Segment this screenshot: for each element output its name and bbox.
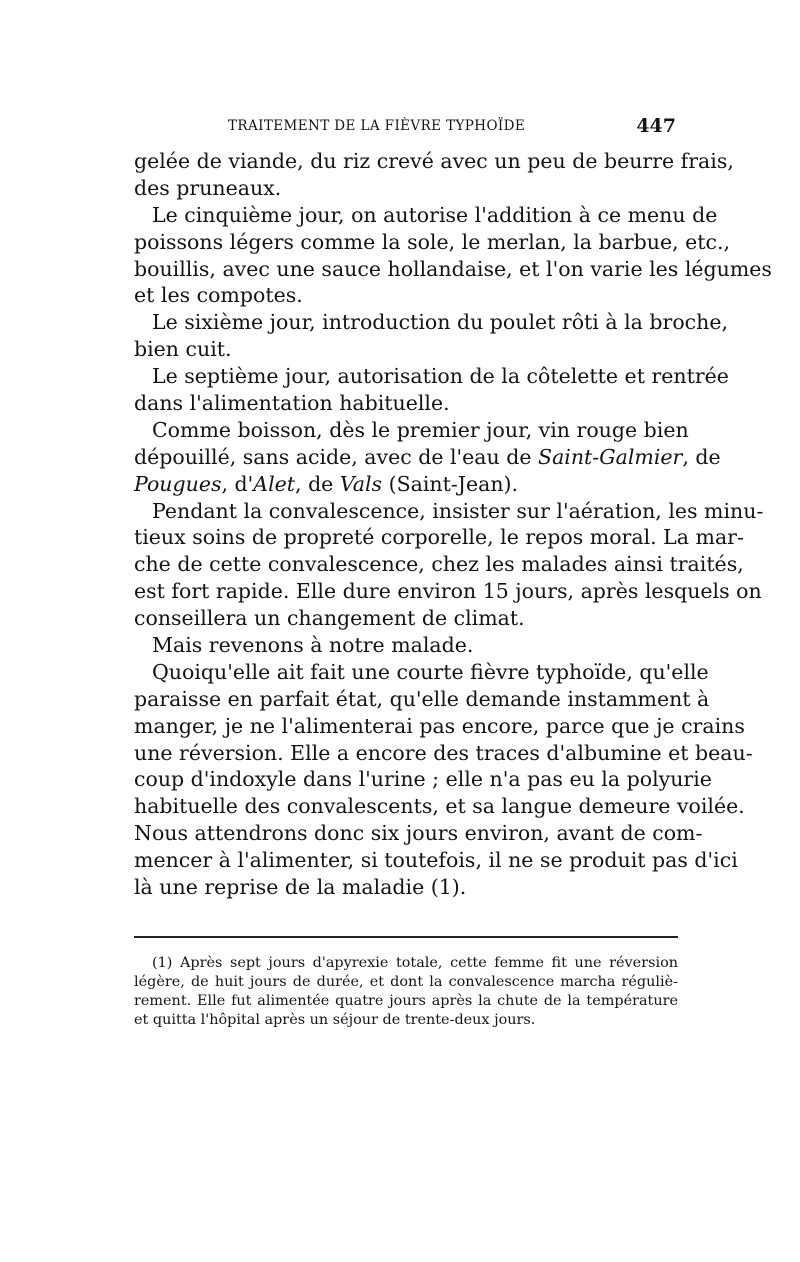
page-header (134, 116, 678, 140)
text-line: paraisse en parfait état, qu'elle demande instamment à (134, 686, 710, 711)
text-line: Le septième jour, autorisation de la côtelette et rentrée (152, 364, 729, 389)
text-line: mencer à l'alimenter, si toutefois, il ne se produit pas d'ici (134, 848, 738, 873)
text-line: est fort rapide. Elle dure environ 15 jours, après lesquels on (134, 579, 762, 604)
text-line: là une reprise de la maladie (1). (134, 875, 467, 900)
text-line: une réversion. Elle a encore des traces d'albumine et beau- (134, 740, 753, 765)
footnote-line: et quitta l'hôpital après un séjour de trente-deux jours. (134, 1012, 536, 1028)
place-name-saint-galmier: Saint-Galmier (538, 444, 683, 469)
text-line: Quoiqu'elle ait fait une courte fièvre typhoïde, qu'elle (152, 659, 709, 684)
place-name-vals: Vals (339, 471, 383, 496)
text-line: Nous attendrons donc six jours environ, avant de com- (134, 821, 703, 846)
text-line: bien cuit. (134, 337, 232, 362)
footnote (134, 954, 678, 1030)
text-line: et les compotes. (134, 283, 303, 308)
footnote-line: (1) Après sept jours d'apyrexie totale, cette femme fit une réversion (152, 955, 678, 971)
footnote-rule (134, 936, 678, 938)
footnote-line: légère, de huit jours de durée, et dont la convalescence marcha réguliè- (134, 974, 678, 990)
text-segment: dépouillé, sans acide, avec de l'eau de (134, 444, 539, 469)
page-number: 447 (636, 115, 676, 137)
text-segment: , de (682, 444, 721, 469)
text-line: gelée de viande, du riz crevé avec un peu de beurre frais, (134, 149, 734, 173)
text-line: habituelle des convalescents, et sa langue demeure voilée. (134, 794, 745, 819)
text-line: Mais revenons à notre malade. (152, 633, 474, 658)
text-line: poissons légers comme la sole, le merlan, la barbue, etc., (134, 229, 731, 254)
text-line: dans l'alimentation habituelle. (134, 391, 450, 416)
text-line: des pruneaux. (134, 175, 282, 200)
text-line: Comme boisson, dès le premier jour, vin rouge bien (152, 417, 689, 442)
text-line: manger, je ne l'alimenterai pas encore, parce que je crains (134, 713, 745, 738)
place-name-alet: Alet (253, 471, 296, 496)
text-line: conseillera un changement de climat. (134, 606, 525, 631)
running-title: TRAITEMENT DE LA FIÈVRE TYPHOÏDE (228, 118, 526, 134)
text-line (134, 471, 678, 498)
text-segment: (Saint-Jean). (382, 471, 519, 496)
text-line: che de cette convalescence, chez les malades ainsi traités, (134, 552, 744, 577)
text-segment: , de (295, 471, 340, 496)
footnote-line: rement. Elle fut alimentée quatre jours après la chute de la température (134, 993, 678, 1009)
text-line (134, 444, 721, 471)
place-name-pougues: Pougues (134, 471, 222, 496)
text-segment: , d' (221, 471, 254, 496)
text-line: tieux soins de propreté corporelle, le repos moral. La mar- (134, 525, 744, 550)
text-line: coup d'indoxyle dans l'urine ; elle n'a pas eu la polyurie (134, 767, 712, 792)
text-line: Le cinquième jour, on autorise l'addition à ce menu de (152, 202, 718, 227)
text-line: bouillis, avec une sauce hollandaise, et l'on varie les légumes (134, 256, 772, 281)
body-text (134, 148, 772, 901)
text-line: Le sixième jour, introduction du poulet rôti à la broche, (152, 310, 728, 335)
text-line: Pendant la convalescence, insister sur l'aération, les minu- (152, 498, 764, 523)
